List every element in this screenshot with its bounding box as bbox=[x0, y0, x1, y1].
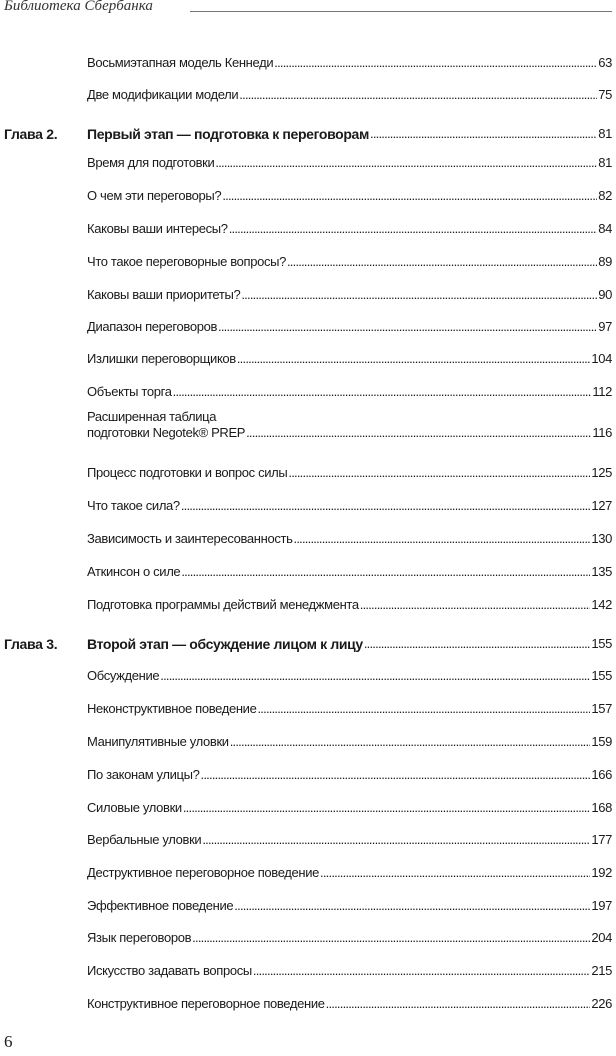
entry-title: О чем эти переговоры? bbox=[87, 188, 222, 203]
entry-title: Диапазон переговоров bbox=[87, 319, 218, 334]
toc-entry bbox=[87, 564, 612, 580]
entry-title: Две модификации модели bbox=[87, 87, 239, 102]
entry-page: 89 bbox=[598, 254, 612, 269]
dot-leader bbox=[181, 564, 590, 580]
toc-entry bbox=[87, 963, 612, 979]
toc-entry bbox=[87, 55, 612, 71]
entry-page: 142 bbox=[591, 597, 612, 612]
entry-page: 81 bbox=[598, 155, 612, 170]
toc-entry bbox=[87, 351, 612, 367]
toc-entry bbox=[87, 87, 612, 103]
entry-page: 197 bbox=[591, 898, 612, 913]
entry-title: Расширенная таблица подготовки Negotek® PREP bbox=[87, 409, 246, 440]
toc-entry bbox=[87, 832, 612, 848]
entry-title: Каковы ваши интересы? bbox=[87, 221, 228, 236]
dot-leader bbox=[230, 734, 591, 750]
header-rule bbox=[190, 11, 612, 12]
dot-leader bbox=[364, 636, 591, 652]
entry-page: 63 bbox=[598, 55, 612, 70]
toc-entry bbox=[87, 384, 612, 400]
dot-leader bbox=[192, 930, 590, 946]
dot-leader bbox=[215, 155, 597, 171]
entry-page: 155 bbox=[591, 636, 612, 651]
entry-title: Силовые уловки bbox=[87, 800, 182, 815]
entry-title: По законам улицы? bbox=[87, 767, 200, 782]
toc-entry bbox=[87, 597, 612, 613]
entry-page: 204 bbox=[591, 930, 612, 945]
entry-page: 112 bbox=[592, 384, 612, 399]
entry-title: Что такое переговорные вопросы? bbox=[87, 254, 286, 269]
dot-leader bbox=[222, 188, 597, 204]
toc-entry bbox=[87, 155, 612, 171]
toc-entry bbox=[87, 865, 612, 881]
dot-leader bbox=[181, 498, 591, 514]
toc-entry bbox=[87, 319, 612, 335]
entry-title: Излишки переговорщиков bbox=[87, 351, 236, 366]
dot-leader bbox=[274, 55, 597, 71]
entry-title: Процесс подготовки и вопрос силы bbox=[87, 465, 288, 480]
dot-leader bbox=[239, 87, 597, 103]
dot-leader bbox=[234, 898, 590, 914]
entry-page: 90 bbox=[598, 287, 612, 302]
entry-page: 155 bbox=[591, 668, 612, 683]
dot-leader bbox=[229, 221, 598, 237]
toc-entry bbox=[87, 498, 612, 514]
dot-leader bbox=[360, 597, 591, 613]
entry-page: 166 bbox=[591, 767, 612, 782]
toc-entry bbox=[87, 930, 612, 946]
entry-page: 81 bbox=[598, 126, 612, 141]
dot-leader bbox=[326, 996, 591, 1012]
dot-leader bbox=[173, 384, 592, 400]
entry-page: 177 bbox=[591, 832, 612, 847]
entry-page: 130 bbox=[591, 531, 612, 546]
dot-leader bbox=[202, 832, 590, 848]
entry-title: Манипулятивные уловки bbox=[87, 734, 229, 749]
entry-title: Время для подготовки bbox=[87, 155, 215, 170]
dot-leader bbox=[183, 800, 591, 816]
entry-title: Первый этап — подготовка к переговорам bbox=[87, 126, 369, 142]
toc-entry bbox=[87, 465, 612, 481]
toc-chapter-entry bbox=[87, 636, 612, 652]
dot-leader bbox=[237, 351, 591, 367]
toc-entry bbox=[87, 800, 612, 816]
toc-entry bbox=[87, 898, 612, 914]
dot-leader bbox=[370, 126, 597, 142]
chapter-label: Глава 3. bbox=[4, 636, 58, 652]
chapter-label: Глава 2. bbox=[4, 126, 58, 142]
toc-chapter-entry bbox=[87, 126, 612, 142]
entry-page: 97 bbox=[598, 319, 612, 334]
entry-title: Каковы ваши приоритеты? bbox=[87, 287, 241, 302]
entry-page: 84 bbox=[598, 221, 612, 236]
entry-page: 168 bbox=[591, 800, 612, 815]
entry-page: 215 bbox=[591, 963, 612, 978]
toc-entry bbox=[87, 188, 612, 204]
entry-title: Деструктивное переговорное поведение bbox=[87, 865, 320, 880]
entry-page: 192 bbox=[591, 865, 612, 880]
entry-page: 116 bbox=[592, 425, 612, 440]
entry-title: Аткинсон о силе bbox=[87, 564, 181, 579]
entry-title: Вербальные уловки bbox=[87, 832, 202, 847]
entry-title: Конструктивное переговорное поведение bbox=[87, 996, 325, 1011]
entry-title: Зависимость и заинтересованность bbox=[87, 531, 293, 546]
dot-leader bbox=[257, 701, 590, 717]
dot-leader bbox=[320, 865, 590, 881]
toc-entry bbox=[87, 221, 612, 237]
dot-leader bbox=[287, 254, 597, 270]
entry-page: 157 bbox=[591, 701, 612, 716]
toc-entry bbox=[87, 254, 612, 270]
entry-page: 226 bbox=[591, 996, 612, 1011]
entry-title: Неконструктивное поведение bbox=[87, 701, 257, 716]
toc-entry bbox=[87, 701, 612, 717]
entry-title: Второй этап — обсуждение лицом к лицу bbox=[87, 636, 363, 652]
entry-page: 135 bbox=[591, 564, 612, 579]
entry-page: 75 bbox=[598, 87, 612, 102]
dot-leader bbox=[201, 767, 591, 783]
dot-leader bbox=[218, 319, 597, 335]
toc-entry bbox=[87, 531, 612, 547]
entry-title: Объекты торга bbox=[87, 384, 172, 399]
entry-page: 159 bbox=[591, 734, 612, 749]
entry-title: Язык переговоров bbox=[87, 930, 192, 945]
dot-leader bbox=[160, 668, 590, 684]
toc-entry bbox=[87, 767, 612, 783]
toc-entry bbox=[87, 734, 612, 750]
dot-leader bbox=[241, 287, 597, 303]
entry-title: Что такое сила? bbox=[87, 498, 180, 513]
toc-entry bbox=[87, 287, 612, 303]
entry-title: Обсуждение bbox=[87, 668, 160, 683]
entry-title: Эффективное поведение bbox=[87, 898, 234, 913]
toc-entry bbox=[87, 996, 612, 1012]
dot-leader bbox=[246, 425, 591, 441]
entry-title: Искусство задавать вопросы bbox=[87, 963, 252, 978]
dot-leader bbox=[294, 531, 591, 547]
dot-leader bbox=[288, 465, 590, 481]
running-header: Библиотека Сбербанка bbox=[4, 0, 153, 14]
entry-page: 127 bbox=[591, 498, 612, 513]
toc-entry bbox=[87, 409, 612, 441]
toc-entry bbox=[87, 668, 612, 684]
entry-title: Подготовка программы действий менеджмента bbox=[87, 597, 359, 612]
entry-page: 104 bbox=[591, 351, 612, 366]
entry-page: 125 bbox=[591, 465, 612, 480]
entry-title: Восьмиэтапная модель Кеннеди bbox=[87, 55, 274, 70]
entry-page: 82 bbox=[598, 188, 612, 203]
page-number: 6 bbox=[4, 1032, 13, 1051]
dot-leader bbox=[253, 963, 590, 979]
